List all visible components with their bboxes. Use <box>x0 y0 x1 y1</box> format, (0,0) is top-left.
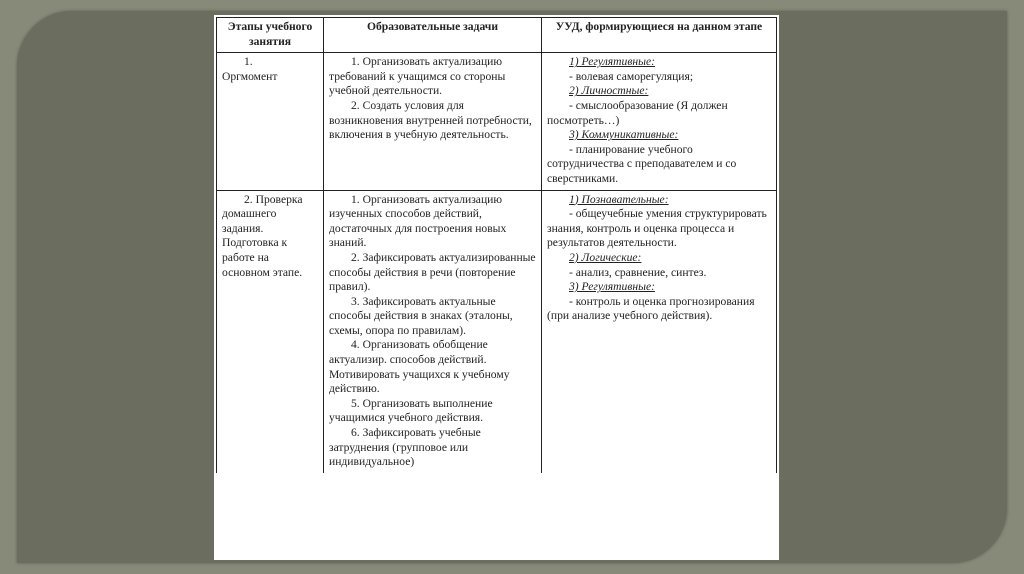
uud-cell <box>542 190 777 473</box>
lesson-stages-table <box>216 17 777 473</box>
uud-text: - общеучебные умения структурировать знания, контроль и оценка процесса и результатов деятельности. <box>547 207 767 250</box>
tasks-cell <box>324 190 542 473</box>
uud-text: - контроль и оценка прогнозирования (при анализе учебного действия). <box>547 294 755 323</box>
task-item: 6. Зафиксировать учебные затруднения (групповое или индивидуальное) <box>329 426 481 469</box>
task-item: 3. Зафиксировать актуальные способы действия в знаках (эталоны, схемы, опора по правилам). <box>329 294 513 337</box>
uud-category: 3) Регулятивные: <box>569 280 655 294</box>
task-item: 5. Организовать выполнение учащимися учебного действия. <box>329 396 493 425</box>
stage-cell <box>217 190 324 473</box>
table-header-row <box>217 18 777 53</box>
task-item: 4. Организовать обобщение актуализир. способов действий. Мотивировать учащихся к учебному действию. <box>329 338 510 396</box>
uud-text: - волевая саморегуляция; <box>569 69 694 83</box>
task-item: 1. Организовать актуализацию изученных способов действий, достаточных для построения новых знаний. <box>329 192 507 250</box>
uud-cell <box>542 53 777 190</box>
uud-category: 3) Коммуникативные: <box>569 128 679 142</box>
task-item: 2. Создать условия для возникновения внутренней потребности, включения в учебную деятельность. <box>329 98 532 142</box>
uud-category: 2) Логические: <box>569 250 642 264</box>
tasks-cell <box>324 53 542 190</box>
task-item: 1. Организовать актуализацию требований к учащимся со стороны учебной деятельности. <box>329 55 506 98</box>
table-image <box>214 15 779 560</box>
table-row <box>217 190 777 473</box>
stage-name: Оргмомент <box>222 69 278 83</box>
table-row <box>217 53 777 190</box>
header-tasks: Образовательные задачи <box>324 18 542 53</box>
stage-cell <box>217 53 324 190</box>
uud-text: - анализ, сравнение, синтез. <box>569 265 707 279</box>
uud-text: - планирование учебного сотрудничества с преподавателем и со сверстниками. <box>547 142 737 185</box>
stage-name: 2. Проверка домашнего задания. Подготовка к работе на основном этапе. <box>222 192 303 279</box>
uud-category: 2) Личностные: <box>569 84 649 98</box>
stage-number: 1. <box>244 55 253 69</box>
uud-text: - смыслообразование (Я должен посмотреть…) <box>547 98 728 127</box>
task-item: 2. Зафиксировать актуализированные способы действия в речи (повторение правил). <box>329 250 536 294</box>
uud-category: 1) Регулятивные: <box>569 55 655 69</box>
header-uud: УУД, формирующиеся на данном этапе <box>542 18 777 53</box>
header-stages: Этапы учебного занятия <box>217 18 324 53</box>
uud-category: 1) Познавательные: <box>569 192 669 206</box>
